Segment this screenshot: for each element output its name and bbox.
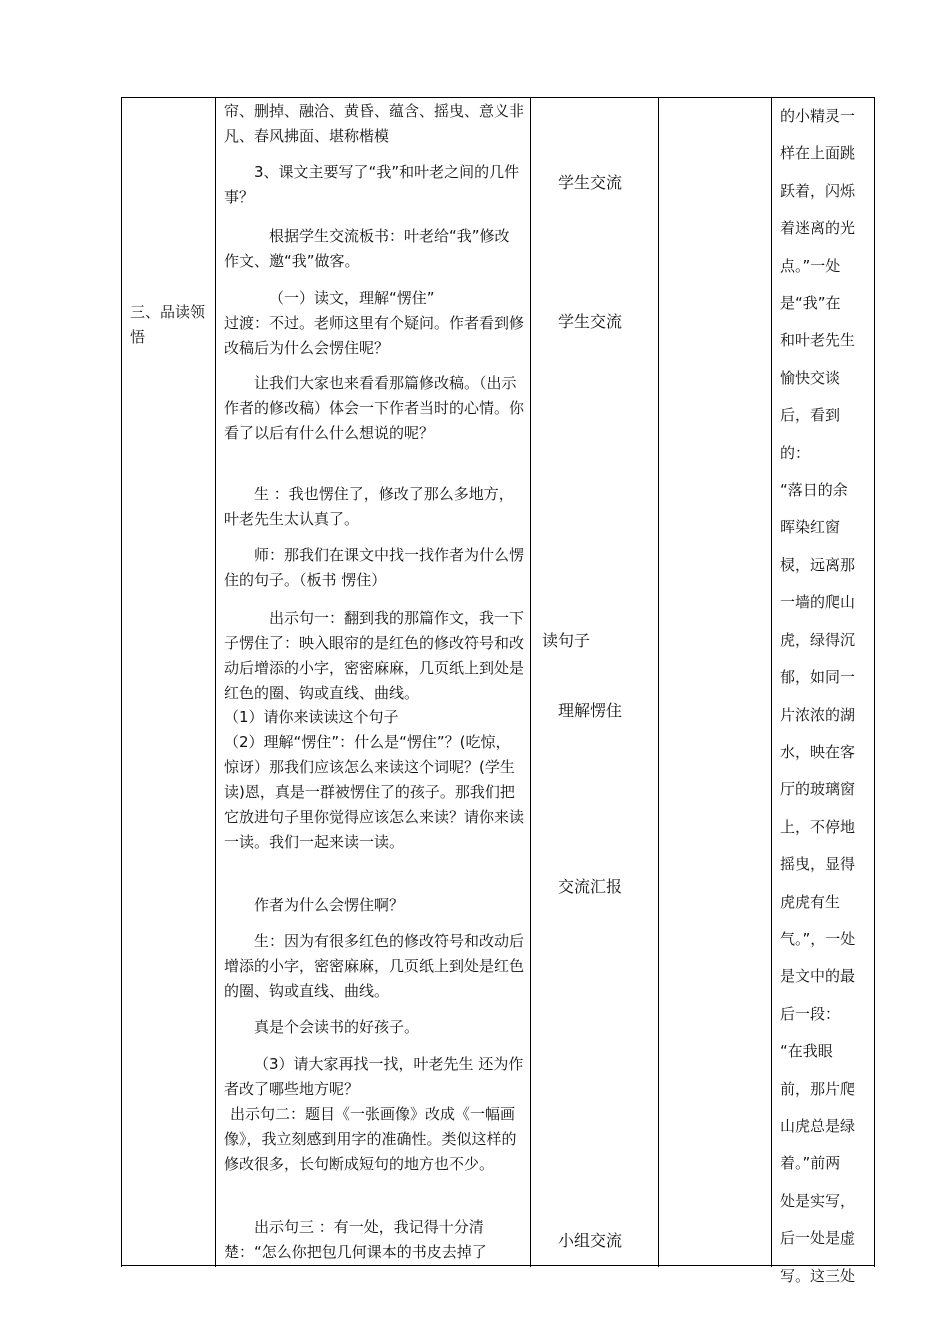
content-paragraph: （3）请大家再找一找，叶老先生 还为作者改了哪些地方呢？ [224, 1055, 524, 1098]
notes-line: 片浓浓的湖 [780, 705, 856, 724]
content-paragraph: 让我们大家也来看看那篇修改稿。（出示作者的修改稿）体会一下作者当时的心情。你看了以后有什么什么想说的呢？ [224, 374, 525, 442]
table-divider-1 [215, 97, 216, 1267]
notes-line: 虎虎有生 [780, 892, 841, 911]
notes-line: 愉快交谈 [780, 368, 841, 387]
stage-column [124, 98, 215, 1266]
content-paragraph: 出示句三 ：有一处，我记得十分清楚：“怎么你把包几何课本的书皮去掉了 [224, 1218, 487, 1261]
activity-label: 读句子 [542, 631, 591, 650]
notes-line: 的小精灵一 [780, 107, 856, 125]
content-paragraph: （1）请你来读读这个句子 [224, 708, 399, 726]
table-border-right [874, 97, 875, 1267]
notes-line: 摇曳，显得 [780, 855, 856, 874]
table-border-left [121, 97, 122, 1267]
notes-line: 晖染红窗 [780, 518, 841, 537]
content-paragraph: 帘、删掉、融洽、黄昏、蕴含、摇曳、意义非凡、春风拂面、堪称楷模 [224, 102, 525, 145]
notes-line: 水，映在客 [780, 742, 856, 761]
activity-label: 理解愣住 [558, 701, 623, 720]
notes-line: 写。这三处 [780, 1266, 856, 1285]
student-activity-column [533, 98, 658, 1266]
notes-line: 样在上面跳 [780, 144, 856, 163]
table-divider-4 [771, 97, 772, 1267]
notes-line: 和叶老先生 [780, 331, 856, 350]
content-paragraph: 作者为什么会愣住啊？ [254, 896, 405, 914]
notes-text [780, 98, 868, 1295]
empty-column [660, 98, 771, 1266]
notes-line: 着。”前两 [780, 1154, 841, 1173]
table-divider-2 [530, 97, 531, 1267]
notes-line: 后一处是虚 [780, 1229, 856, 1248]
teaching-content-column [218, 98, 530, 1266]
notes-line: 处是实写， [780, 1191, 856, 1210]
notes-line: 后，看到的： [780, 406, 841, 462]
content-paragraph: 真是个会读书的好孩子。 [254, 1018, 420, 1036]
content-paragraph: 生：因为有很多红色的修改符号和改动后增添的小字，密密麻麻，几页纸上到处是红色的圈、钩或直线、曲线。 [224, 932, 525, 1000]
notes-line: 着迷离的光 [780, 219, 856, 238]
stage-label: 三、品读领悟 [130, 303, 206, 346]
content-paragraph: 师：那我们在课文中找一找作者为什么愣住的句子。（板书 愣住） [224, 546, 525, 589]
notes-line: 虎，绿得沉 [780, 630, 856, 649]
notes-line: 气。”，一处 [780, 929, 856, 948]
notes-line: 厅的玻璃窗 [780, 780, 856, 799]
content-paragraph: （一）读文，理解“愣住” [269, 289, 435, 307]
content-paragraph: 过渡：不过。老师这里有个疑问。作者看到修改稿后为什么会愣住呢？ [224, 314, 525, 357]
notes-line: 是“我”在 [780, 294, 841, 313]
notes-line: “在我眼 [780, 1042, 833, 1061]
content-paragraph: （2）理解“愣住”：什么是“愣住”？(吃惊，惊讶）那我们应该怎么来读这个词呢？(学生读)恩，真是一群被愣住了的孩子。那我们把它放进句子里你觉得应该怎么来读？请你来读一读。我们一起来读一读。 [224, 733, 525, 851]
activity-label: 学生交流 [558, 173, 623, 192]
notes-line: “落日的余 [780, 481, 848, 500]
content-paragraph: 出示句一：翻到我的那篇作文，我一下子愣住了：映入眼帘的是红色的修改符号和改动后增添的小字，密密麻麻，几页纸上到处是红色的圈、钩或直线、曲线。 [224, 609, 525, 702]
content-paragraph: 生 ：我也愣住了，修改了那么多地方，叶老先生太认真了。 [224, 485, 514, 528]
notes-line: 上，不停地 [780, 817, 856, 836]
notes-line: 后一段： [780, 1004, 841, 1023]
notes-line: 郁，如同一 [780, 668, 856, 687]
activity-label: 小组交流 [558, 1231, 623, 1250]
notes-line: 跃着，闪烁 [780, 181, 856, 200]
activity-label: 交流汇报 [558, 877, 623, 896]
notes-column [774, 98, 874, 1285]
content-paragraph: 出示句二：题目《一张画像》改成《一幅画像》，我立刻感到用字的准确性。类似这样的修改很多，长句断成短句的地方也不少。 [224, 1105, 517, 1173]
notes-line: 山虎总是绿 [780, 1116, 856, 1135]
notes-line: 前，那片爬 [780, 1079, 856, 1098]
content-paragraph: 3、课文主要写了“我”和叶老之间的几件事？ [224, 163, 520, 206]
notes-line: 是文中的最 [780, 967, 856, 986]
notes-line: 棂，远离那 [780, 555, 856, 574]
notes-line: 点。”一处 [780, 256, 841, 275]
activity-label: 学生交流 [558, 312, 623, 331]
content-paragraph: 根据学生交流板书：叶老给“我”修改作文、邀“我”做客。 [224, 227, 510, 270]
notes-line: 一墙的爬山 [780, 593, 856, 612]
